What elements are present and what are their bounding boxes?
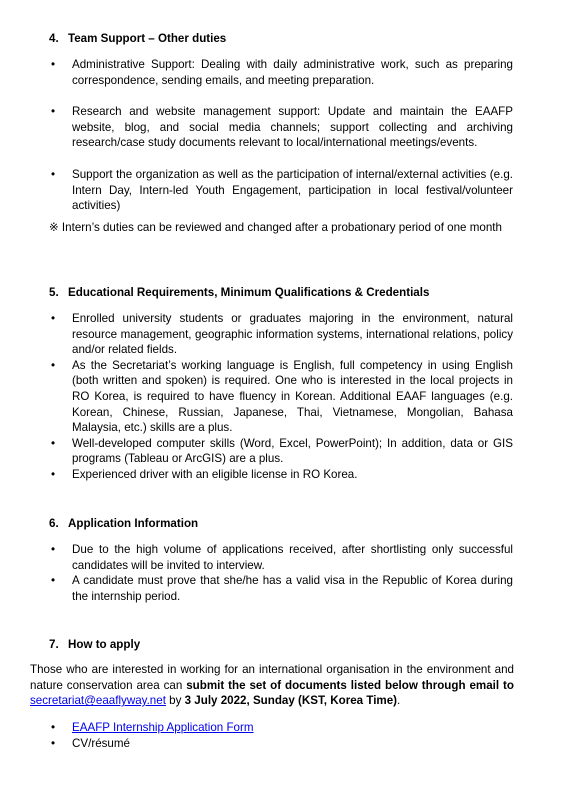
team-support-list: [49, 57, 513, 230]
application-form-link[interactable]: EAAFP Internship Application Form: [72, 721, 254, 734]
section-number: 4.: [49, 32, 59, 45]
cv-item-text: CV/résumé: [72, 736, 130, 750]
list-item: [49, 167, 513, 214]
list-item-text: Administrative Support: Dealing with daily administrative work, such as preparing correspondence, sending emails, and meeting preparation.: [72, 58, 513, 87]
list-item: [49, 573, 513, 604]
section-6-heading: [49, 516, 198, 532]
bullet-icon: •: [51, 105, 56, 119]
bullet-icon: •: [51, 436, 56, 450]
section-number: 5.: [49, 286, 59, 299]
list-item: [49, 358, 513, 436]
bullet-icon: •: [51, 721, 56, 734]
list-item-text: A candidate must prove that she/he has a valid visa in the Republic of Korea during the internship period.: [72, 574, 513, 603]
bullet-icon: •: [51, 543, 56, 556]
bullet-icon: •: [51, 574, 56, 588]
by-text: by: [165, 694, 185, 708]
duties-note: ※ Intern’s duties can be reviewed and changed after a probationary period of one month: [49, 221, 502, 234]
period-text: .: [397, 694, 401, 708]
section-title: How to apply: [68, 638, 141, 651]
intro-text: Those who are interested in working for an international organisation in the environment and nature conservation area can: [30, 663, 514, 692]
list-item-text: Enrolled university students or graduates majoring in the environment, natural resource management, geographic information systems, international relations, policy and/or related fields.: [72, 312, 513, 357]
section-4-heading: [49, 31, 226, 47]
section-title: Application Information: [68, 517, 199, 530]
section-7-heading: [49, 637, 140, 653]
list-item: [49, 57, 513, 88]
bullet-icon: •: [51, 467, 56, 481]
intro-bold-text: submit the set of documents listed below through email to: [186, 678, 514, 692]
how-to-apply-paragraph: [30, 662, 514, 709]
list-item: [49, 311, 513, 358]
list-item: [49, 720, 513, 736]
section-number: 7.: [49, 638, 59, 651]
bullet-icon: •: [51, 736, 56, 750]
education-list: [49, 311, 513, 483]
email-link[interactable]: secretariat@eaaflyway.net: [30, 694, 166, 708]
bullet-icon: •: [51, 58, 56, 71]
bullet-icon: •: [51, 358, 56, 372]
list-item: [49, 736, 513, 752]
list-item-text: Well-developed computer skills (Word, Excel, PowerPoint); In addition, data or GIS programs (Tableau or ArcGIS) are a plus.: [72, 436, 513, 466]
list-item-text: Experienced driver with an eligible license in RO Korea.: [72, 467, 358, 481]
documents-list: [49, 720, 513, 751]
list-item-text: Support the organization as well as the participation of internal/external activities (e.g. Intern Day, Intern-led Youth Engagement, participation in local festival/volunteer activities): [72, 167, 513, 213]
list-item-text: As the Secretariat’s working language is English, full competency in using English (both written and spoken) is required. One who is interested in the local projects in RO Korea, is required to have fluency in Korean. Additional EAAF languages (e.g. Korean, Chinese, Russian, Japanese, Thai, Vietnamese, Mongolian, Bahasa Malaysia, etc.) skills are a plus.: [72, 358, 513, 435]
bullet-icon: •: [51, 312, 56, 325]
list-item: [49, 104, 513, 151]
section-title: Team Support – Other duties: [68, 32, 227, 45]
deadline-text: 3 July 2022, Sunday (KST, Korea Time): [184, 694, 398, 708]
list-item-text: Due to the high volume of applications received, after shortlisting only successful candidates will be invited to interview.: [72, 543, 513, 572]
section-number: 6.: [49, 517, 59, 530]
section-title: Educational Requirements, Minimum Qualifications & Credentials: [68, 286, 430, 299]
list-item: [49, 542, 513, 573]
application-info-list: [49, 542, 513, 604]
list-item-text: Research and website management support: Update and maintain the EAAFP website, blog, and social media channels; support collecting and archiving research/case study documents relevant to local/international meetings/events.: [72, 105, 513, 150]
section-5-heading: [49, 285, 429, 301]
list-item: [49, 467, 513, 483]
bullet-icon: •: [51, 167, 56, 181]
list-item: [49, 436, 513, 467]
